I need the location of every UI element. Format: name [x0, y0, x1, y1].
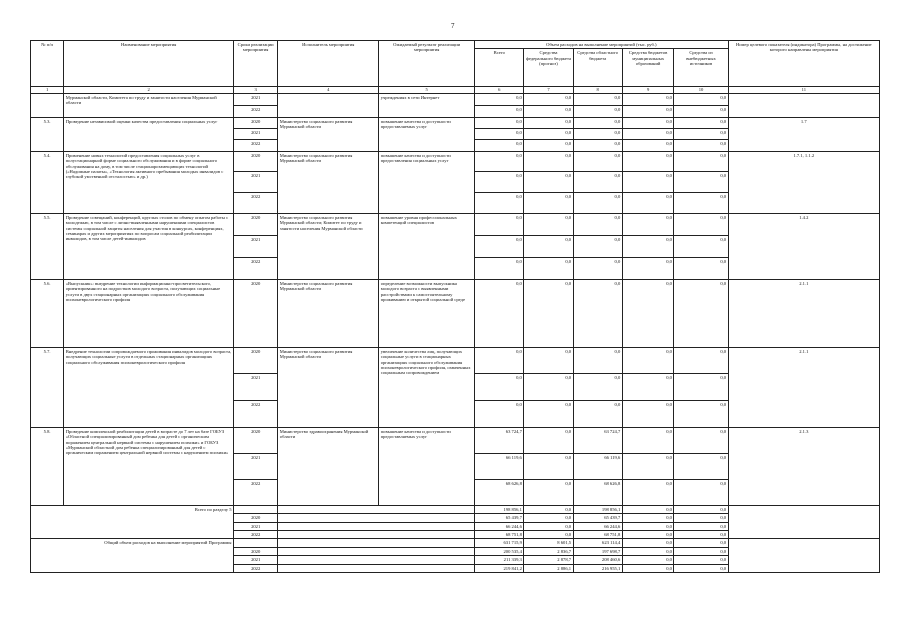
- federal-cell: 0,0: [524, 453, 573, 479]
- regional-cell: 0,0: [573, 129, 622, 140]
- header-regional: Средства областного бюджета: [573, 49, 622, 87]
- col-number: 8: [573, 87, 622, 93]
- year-cell: 2022: [234, 140, 278, 151]
- total-cell: 0,0: [475, 347, 524, 374]
- federal-cell: 8 601,5: [524, 539, 573, 547]
- year-cell: 2020: [234, 279, 278, 347]
- total-cell: 68 626,8: [475, 479, 524, 505]
- year-cell: 2020: [234, 213, 278, 235]
- regional-cell: 0,0: [573, 374, 622, 401]
- extra-cell: 0,0: [674, 213, 728, 235]
- extra-cell: 0,0: [674, 105, 728, 117]
- extra-cell: 0,0: [674, 547, 728, 555]
- row-number: 5.3.: [31, 117, 64, 151]
- total-cell: 0,0: [475, 105, 524, 117]
- total-cell: 63 724,7: [475, 427, 524, 453]
- result-cell: повышение качества и доступности предоставляемых услуг: [379, 427, 475, 505]
- regional-cell: 0,0: [573, 105, 622, 117]
- year-cell: 2020: [234, 547, 278, 555]
- municipal-cell: 0,0: [622, 539, 674, 547]
- federal-cell: 0,0: [524, 530, 573, 538]
- total-cell: 200 535,4: [475, 547, 524, 555]
- col-number: 9: [622, 87, 674, 93]
- blank-cell: [278, 514, 475, 522]
- header-municipal: Средства бюджетов муниципальных образований: [622, 49, 674, 87]
- blank-cell: [278, 539, 475, 547]
- year-cell: 2022: [234, 105, 278, 117]
- year-cell: 2022: [234, 401, 278, 428]
- executor-cell: Министерство социального развития Мурманской области: [278, 151, 379, 213]
- federal-cell: 0,0: [524, 257, 573, 279]
- extra-cell: 0,0: [674, 522, 728, 530]
- regional-cell: 198 856,1: [573, 505, 622, 513]
- indicator-cell: 1.7: [728, 117, 879, 151]
- total-cell: 211 339,3: [475, 556, 524, 564]
- regional-cell: 0,0: [573, 117, 622, 128]
- row-number: 5.4.: [31, 151, 64, 213]
- year-cell: 2022: [234, 257, 278, 279]
- year-cell: 2021: [234, 172, 278, 193]
- extra-cell: 0,0: [674, 129, 728, 140]
- table-row: [31, 93, 880, 105]
- header-name: Наименование мероприятия: [64, 41, 234, 87]
- extra-cell: 0,0: [674, 117, 728, 128]
- result-cell: учреждениях в сети Интернет: [379, 93, 475, 117]
- col-number: 5: [379, 87, 475, 93]
- federal-cell: 2 886,1: [524, 564, 573, 572]
- extra-cell: 0,0: [674, 279, 728, 347]
- federal-cell: 0,0: [524, 213, 573, 235]
- regional-cell: 0,0: [573, 401, 622, 428]
- expenditure-table: [30, 40, 880, 573]
- municipal-cell: 0,0: [622, 453, 674, 479]
- year-cell: 2020: [234, 427, 278, 453]
- federal-cell: 0,0: [524, 117, 573, 128]
- total-cell: 0,0: [475, 117, 524, 128]
- regional-cell: 197 698,7: [573, 547, 622, 555]
- year-cell: 2021: [234, 129, 278, 140]
- total-cell: 0,0: [475, 93, 524, 105]
- extra-cell: 0,0: [674, 93, 728, 105]
- federal-cell: 0,0: [524, 279, 573, 347]
- year-cell: 2021: [234, 522, 278, 530]
- total-cell: 66 244,6: [475, 522, 524, 530]
- header-funding: Объем расходов на выполнение мероприятий (тыс. руб.): [475, 41, 728, 49]
- indicator-cell: 2.1.1: [728, 347, 879, 427]
- municipal-cell: 0,0: [622, 530, 674, 538]
- table-row: [31, 347, 880, 374]
- indicator-cell: 2.1.1: [728, 279, 879, 347]
- grand-total-row: [31, 539, 880, 547]
- municipal-cell: 0,0: [622, 117, 674, 128]
- year-cell: 2020: [234, 514, 278, 522]
- municipal-cell: 0,0: [622, 257, 674, 279]
- executor-cell: Министерство социального развития Мурманской области: [278, 347, 379, 427]
- year-cell: 2021: [234, 93, 278, 105]
- blank-cell: [278, 530, 475, 538]
- total-cell: 0,0: [475, 374, 524, 401]
- result-cell: увеличение количества лиц, получающих социальные услуги в стационарных организациях социального обслуживания психоневрологического профиля, охваченных социальным сопровождением: [379, 347, 475, 427]
- extra-cell: 0,0: [674, 235, 728, 257]
- table-row: [31, 151, 880, 172]
- result-cell: повышение качества и доступности предоставления социальных услуг: [379, 151, 475, 213]
- federal-cell: 0,0: [524, 427, 573, 453]
- regional-cell: 0,0: [573, 193, 622, 214]
- federal-cell: 0,0: [524, 129, 573, 140]
- regional-cell: 623 114,4: [573, 539, 622, 547]
- year-cell: 2021: [234, 374, 278, 401]
- row-number: 5.6.: [31, 279, 64, 347]
- regional-cell: 65 439,7: [573, 514, 622, 522]
- table-row: [31, 427, 880, 453]
- row-number: 5.8.: [31, 427, 64, 505]
- extra-cell: 0,0: [674, 479, 728, 505]
- header-federal: Средства федерального бюджета (прогноз): [524, 49, 573, 87]
- total-cell: 0,0: [475, 129, 524, 140]
- extra-cell: 0,0: [674, 401, 728, 428]
- extra-cell: 0,0: [674, 556, 728, 564]
- federal-cell: 0,0: [524, 374, 573, 401]
- year-cell: 2022: [234, 564, 278, 572]
- federal-cell: 0,0: [524, 140, 573, 151]
- total-cell: 0,0: [475, 213, 524, 235]
- total-cell: 0,0: [475, 279, 524, 347]
- regional-cell: 63 724,7: [573, 427, 622, 453]
- total-cell: 219 841,2: [475, 564, 524, 572]
- header-no: № п/п: [31, 41, 64, 87]
- total-cell: 65 439,7: [475, 514, 524, 522]
- regional-cell: 0,0: [573, 93, 622, 105]
- regional-cell: 208 460,6: [573, 556, 622, 564]
- blank-cell: [278, 522, 475, 530]
- measure-name: Внедрение технологии сопровождаемого проживания инвалидов молодого возраста, получающих социальные услуги в отдельных стационарных организациях социального обслуживания психоневрологического профиля: [64, 347, 234, 427]
- col-number: 1: [31, 87, 64, 93]
- federal-cell: 2 836,7: [524, 547, 573, 555]
- total-cell: 631 715,9: [475, 539, 524, 547]
- extra-cell: 0,0: [674, 193, 728, 214]
- col-number: 6: [475, 87, 524, 93]
- table-row: [31, 117, 880, 128]
- section-total-row: [31, 505, 880, 513]
- year-cell: [234, 539, 278, 547]
- executor-cell: [278, 93, 379, 117]
- municipal-cell: 0,0: [622, 279, 674, 347]
- indicator-cell: [728, 93, 879, 117]
- year-cell: 2022: [234, 193, 278, 214]
- extra-cell: 0,0: [674, 514, 728, 522]
- total-cell: 68 751,8: [475, 530, 524, 538]
- extra-cell: 0,0: [674, 151, 728, 172]
- total-cell: 0,0: [475, 172, 524, 193]
- regional-cell: 66 119,6: [573, 453, 622, 479]
- header-extra: Средства из внебюджетных источников: [674, 49, 728, 87]
- extra-cell: 0,0: [674, 564, 728, 572]
- municipal-cell: 0,0: [622, 522, 674, 530]
- total-cell: 66 119,6: [475, 453, 524, 479]
- year-cell: 2022: [234, 530, 278, 538]
- result-cell: повышение качества и доступности предоставляемых услуг: [379, 117, 475, 151]
- result-cell: повышение уровня профессиональных компетенций специалистов: [379, 213, 475, 279]
- regional-cell: 0,0: [573, 279, 622, 347]
- year-cell: 2020: [234, 347, 278, 374]
- measure-name: Проведение независимой оценки качества предоставления социальных услуг: [64, 117, 234, 151]
- executor-cell: Министерство социального развития Мурманской области: [278, 279, 379, 347]
- col-number: 4: [278, 87, 379, 93]
- federal-cell: 0,0: [524, 105, 573, 117]
- federal-cell: 0,0: [524, 479, 573, 505]
- municipal-cell: 0,0: [622, 564, 674, 572]
- measure-name: Применение новых технологий предоставления социальных услуг в полустационарной форме социального обслуживания и в форме социального обслуживания на дому, в том числе стационарозамещающих технологий («Надомные палаты», «Технология активного пребывания молодых инвалидов с глубокой умственной отсталостью» и др.): [64, 151, 234, 213]
- regional-cell: 66 244,6: [573, 522, 622, 530]
- total-cell: 0,0: [475, 151, 524, 172]
- executor-cell: Министерство социального развития Мурманской области; Комитет по труду и занятости населения Мурманской области: [278, 213, 379, 279]
- header-total: Всего: [475, 49, 524, 87]
- total-cell: 198 856,1: [475, 505, 524, 513]
- measure-name: Мурманской области, Комитета по труду и занятости населения Мурманской области: [64, 93, 234, 117]
- table-row: [31, 213, 880, 235]
- blank-cell: [278, 564, 475, 572]
- regional-cell: 0,0: [573, 257, 622, 279]
- federal-cell: 0,0: [524, 193, 573, 214]
- municipal-cell: 0,0: [622, 556, 674, 564]
- extra-cell: 0,0: [674, 140, 728, 151]
- header-executor: Исполнитель мероприятия: [278, 41, 379, 87]
- blank-cell: [278, 547, 475, 555]
- municipal-cell: 0,0: [622, 105, 674, 117]
- extra-cell: 0,0: [674, 172, 728, 193]
- total-cell: 0,0: [475, 235, 524, 257]
- regional-cell: 0,0: [573, 213, 622, 235]
- total-cell: 0,0: [475, 401, 524, 428]
- municipal-cell: 0,0: [622, 347, 674, 374]
- extra-cell: 0,0: [674, 427, 728, 453]
- municipal-cell: 0,0: [622, 427, 674, 453]
- regional-cell: 0,0: [573, 140, 622, 151]
- year-cell: [234, 505, 278, 513]
- header-result: Ожидаемый результат реализации мероприятия: [379, 41, 475, 87]
- municipal-cell: 0,0: [622, 151, 674, 172]
- year-cell: 2022: [234, 479, 278, 505]
- extra-cell: 0,0: [674, 347, 728, 374]
- year-cell: 2021: [234, 453, 278, 479]
- extra-cell: 0,0: [674, 505, 728, 513]
- municipal-cell: 0,0: [622, 93, 674, 105]
- year-cell: 2020: [234, 117, 278, 128]
- municipal-cell: 0,0: [622, 172, 674, 193]
- regional-cell: 216 955,1: [573, 564, 622, 572]
- municipal-cell: 0,0: [622, 140, 674, 151]
- year-cell: 2021: [234, 235, 278, 257]
- table-header: [31, 41, 880, 94]
- total-cell: 0,0: [475, 257, 524, 279]
- col-number: 11: [728, 87, 879, 93]
- col-number: 2: [64, 87, 234, 93]
- row-number: [31, 93, 64, 117]
- federal-cell: 0,0: [524, 401, 573, 428]
- municipal-cell: 0,0: [622, 374, 674, 401]
- federal-cell: 2 878,7: [524, 556, 573, 564]
- municipal-cell: 0,0: [622, 514, 674, 522]
- measure-name: Проведение совещаний, конференций, круглых столов по обмену опытом работы с молодежью, в том числе с лично-выявленными нарушениями специалистов системы социальной защиты населения для участия в конкурсах, конференциях, семинарах и других мероприятиях по вопросам социальной реабилитации инвалидов, в том числе детей-инвалидов: [64, 213, 234, 279]
- extra-cell: 0,0: [674, 539, 728, 547]
- extra-cell: 0,0: [674, 374, 728, 401]
- municipal-cell: 0,0: [622, 479, 674, 505]
- header-indicator: Номер целевого показателя (индикатора) Программы, на достижение которого направлены мероприятия: [728, 41, 879, 87]
- measure-name: Проведение комплексной реабилитации детей в возрасте до 7 лет на базе ГОБУЗ «Областной специализированный дом ребенка для детей с органическим поражением центральной нервной системы с нарушением психики» и ГОБУЗ «Мурманский областной дом ребенка специализированный для детей с органическим поражением центральной нервной системы с нарушением психики»: [64, 427, 234, 505]
- regional-cell: 0,0: [573, 151, 622, 172]
- year-cell: 2021: [234, 556, 278, 564]
- municipal-cell: 0,0: [622, 547, 674, 555]
- row-number: 5.5.: [31, 213, 64, 279]
- blank-cell: [728, 505, 879, 539]
- regional-cell: 0,0: [573, 347, 622, 374]
- col-number: 3: [234, 87, 278, 93]
- row-number: 5.7.: [31, 347, 64, 427]
- municipal-cell: 0,0: [622, 401, 674, 428]
- federal-cell: 0,0: [524, 347, 573, 374]
- federal-cell: 0,0: [524, 151, 573, 172]
- regional-cell: 68 626,8: [573, 479, 622, 505]
- indicator-cell: 1.4.2: [728, 213, 879, 279]
- municipal-cell: 0,0: [622, 193, 674, 214]
- municipal-cell: 0,0: [622, 505, 674, 513]
- col-number: 7: [524, 87, 573, 93]
- table-row: [31, 279, 880, 347]
- federal-cell: 0,0: [524, 172, 573, 193]
- section-total-label: Всего по разделу 5: [31, 505, 234, 539]
- indicator-cell: 2.1.3: [728, 427, 879, 505]
- federal-cell: 0,0: [524, 514, 573, 522]
- municipal-cell: 0,0: [622, 213, 674, 235]
- executor-cell: Министерство здравоохранения Мурманской области: [278, 427, 379, 505]
- header-term: Сроки реализации мероприятия: [234, 41, 278, 87]
- blank-cell: [728, 539, 879, 573]
- regional-cell: 0,0: [573, 172, 622, 193]
- grand-total-label: Общий объем расходов на выполнение мероприятий Программы: [31, 539, 234, 573]
- federal-cell: 0,0: [524, 93, 573, 105]
- executor-cell: Министерство социального развития Мурманской области: [278, 117, 379, 151]
- regional-cell: 0,0: [573, 235, 622, 257]
- regional-cell: 68 751,8: [573, 530, 622, 538]
- extra-cell: 0,0: [674, 530, 728, 538]
- indicator-cell: 1.7.1, 1.1.2: [728, 151, 879, 213]
- blank-cell: [278, 556, 475, 564]
- result-cell: определение возможности выпускника молодого возраста с выявленными расстройствами к самостоятельному проживанию и открытой социальной среде: [379, 279, 475, 347]
- total-cell: 0,0: [475, 140, 524, 151]
- year-cell: 2020: [234, 151, 278, 172]
- extra-cell: 0,0: [674, 257, 728, 279]
- blank-cell: [278, 505, 475, 513]
- table-body: [31, 93, 880, 572]
- page-number: 7: [451, 22, 455, 30]
- municipal-cell: 0,0: [622, 235, 674, 257]
- federal-cell: 0,0: [524, 505, 573, 513]
- municipal-cell: 0,0: [622, 129, 674, 140]
- extra-cell: 0,0: [674, 453, 728, 479]
- col-number: 10: [674, 87, 728, 93]
- federal-cell: 0,0: [524, 522, 573, 530]
- measure-name: «Выпускник»: внедрение технологии информационно-просветительского, ориентированного на подростков молодого возраста, получающих социальные услуги в двух стационарных организациях социального обслуживания психоневрологического профиля: [64, 279, 234, 347]
- federal-cell: 0,0: [524, 235, 573, 257]
- total-cell: 0,0: [475, 193, 524, 214]
